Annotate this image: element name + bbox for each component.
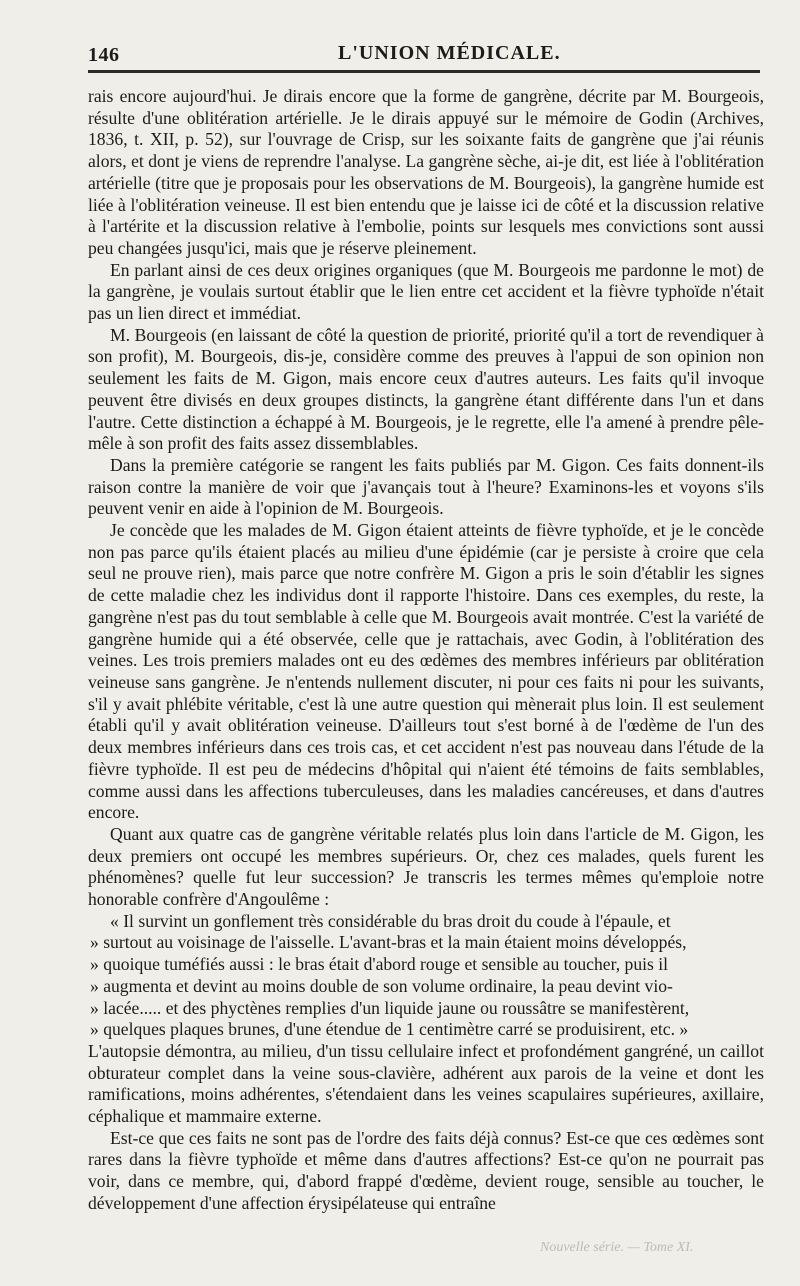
running-title: L'UNION MÉDICALE.	[338, 42, 561, 64]
quote-line: » surtout au voisinage de l'aisselle. L'avant-bras et la main étaient moins développés,	[90, 932, 687, 953]
paragraph: Quant aux quatre cas de gangrène véritable relatés plus loin dans l'article de M. Gigon, les deux premiers ont occupé les membres supérieurs. Or, chez ces malades, quels furent les phénomènes? quelle fut leur succession? Je transcris les termes mêmes qu'emploie notre honorable confrère d'Angoulême :	[88, 823, 764, 910]
paragraph: M. Bourgeois (en laissant de côté la question de priorité, priorité qu'il a tort de revendiquer à son profit), M. Bourgeois, dis-je, considère comme des preuves à l'appui de son opinion non seulement les faits de M. Gigon, mais encore ceux d'autres auteurs. Les faits qu'il invoque peuvent être divisés en deux groupes distincts, la gangrène étant différente dans l'un et dans l'autre. Cette distinction a échappé à M. Bourgeois, je le regrette, elle l'a amené à prendre pêle-mêle à son profit des faits assez dissemblables.	[88, 324, 764, 454]
header-rule	[88, 70, 760, 73]
body-text	[88, 86, 764, 1215]
page-header	[88, 40, 760, 70]
quote-line: « Il survint un gonflement très considérable du bras droit du coude à l'épaule, et	[110, 910, 671, 931]
quotation	[88, 911, 764, 1041]
paragraph: rais encore aujourd'hui. Je dirais encore que la forme de gangrène, décrite par M. Bourgeois, résulte d'une oblitération artérielle. Je le dirais appuyé sur le mémoire de Godin (Archives, 1836, t. XII, p. 52), sur l'ouvrage de Crisp, sur les soixante faits de gangrène que j'ai réunis alors, et dont je viens de reprendre l'analyse. La gangrène sèche, ai-je dit, est liée à l'oblitération artérielle (titre que je proposais pour les observations de M. Bourgeois), la gangrène humide est liée à l'oblitération veineuse. Il est bien entendu que je laisse ici de côté et la discussion relative à l'artérite et la discussion relative à l'embolie, points sur lesquels mes convictions sont aussi peu changées jusqu'ici, mais que je réserve pleinement.	[88, 86, 764, 258]
bleed-through-footer: Nouvelle série. — Tome XI.	[540, 1240, 694, 1255]
quote-line: » augmenta et devint au moins double de son volume ordinaire, la peau devint vio-	[90, 975, 673, 996]
paragraph: En parlant ainsi de ces deux origines organiques (que M. Bourgeois me pardonne le mot) de la gangrène, je voulais surtout établir que le lien entre cet accident et la fièvre typhoïde n'était pas un lien direct et immédiat.	[88, 259, 764, 324]
paragraph: Dans la première catégorie se rangent les faits publiés par M. Gigon. Ces faits donnent-ils raison contre la manière de voir que j'avançais tout à l'heure? Examinons-les et voyons s'ils peuvent venir en aide à l'opinion de M. Bourgeois.	[88, 454, 764, 519]
paragraph: Je concède que les malades de M. Gigon étaient atteints de fièvre typhoïde, et je le concède non pas parce qu'ils étaient placés au milieu d'une épidémie (car je persiste à croire que cela seul ne prouve rien), mais parce que notre confrère M. Gigon a pris le soin d'établir les signes de cette maladie chez les individus dont il rapporte l'histoire. Dans ces exemples, du reste, la gangrène n'est pas du tout semblable à celle que M. Bourgeois avait montrée. C'est la variété de gangrène humide qui a été observée, celle que je rattachais, avec Godin, à l'oblitération des veines. Les trois premiers malades ont eu des œdèmes des membres inférieurs par oblitération veineuse sans gangrène. Je n'entends nullement discuter, ni pour ces faits ni pour les suivants, s'il y avait phlébite véritable, c'est là une autre question qui mènerait plus loin. Il est seulement établi qu'il y avait oblitération veineuse. D'ailleurs tout s'est borné à de l'œdème de l'un des deux membres inférieurs dans ces trois cas, et cet accident n'est pas nouveau dans l'étude de la fièvre typhoïde. Il est peu de médecins d'hôpital qui n'aient été témoins de faits semblables, comme aussi dans les affections tuberculeuses, dans les maladies cancéreuses, et dans d'autres encore.	[88, 520, 764, 823]
paragraph: L'autopsie démontra, au milieu, d'un tissu cellulaire infect et profondément gangréné, un caillot obturateur complet dans la veine sous-clavière, adhérent aux parois de la veine et dont les ramifications, moins adhérentes, s'étendaient dans les veines scapulaires supérieures, axillaire, céphalique et mammaire externe.	[88, 1040, 764, 1127]
quote-line: » quoique tuméfiés aussi : le bras était d'abord rouge et sensible au toucher, puis il	[90, 954, 669, 975]
paragraph: Est-ce que ces faits ne sont pas de l'ordre des faits déjà connus? Est-ce que ces œdèmes sont rares dans la fièvre typhoïde et même dans d'autres affections? Est-ce qu'on ne pourrait pas voir, dans ce membre, qui, d'abord frappé d'œdème, devient rouge, sensible au toucher, le développement d'une affection érysipélateuse qui entraîne	[88, 1127, 764, 1213]
page-number: 146	[88, 44, 120, 66]
quote-line: » quelques plaques brunes, d'une étendue de 1 centimètre carré se produisirent, etc. »	[90, 1019, 689, 1040]
quote-line: » lacée..... et des phyctènes remplies d'un liquide jaune ou roussâtre se manifestèrent,	[90, 997, 690, 1018]
